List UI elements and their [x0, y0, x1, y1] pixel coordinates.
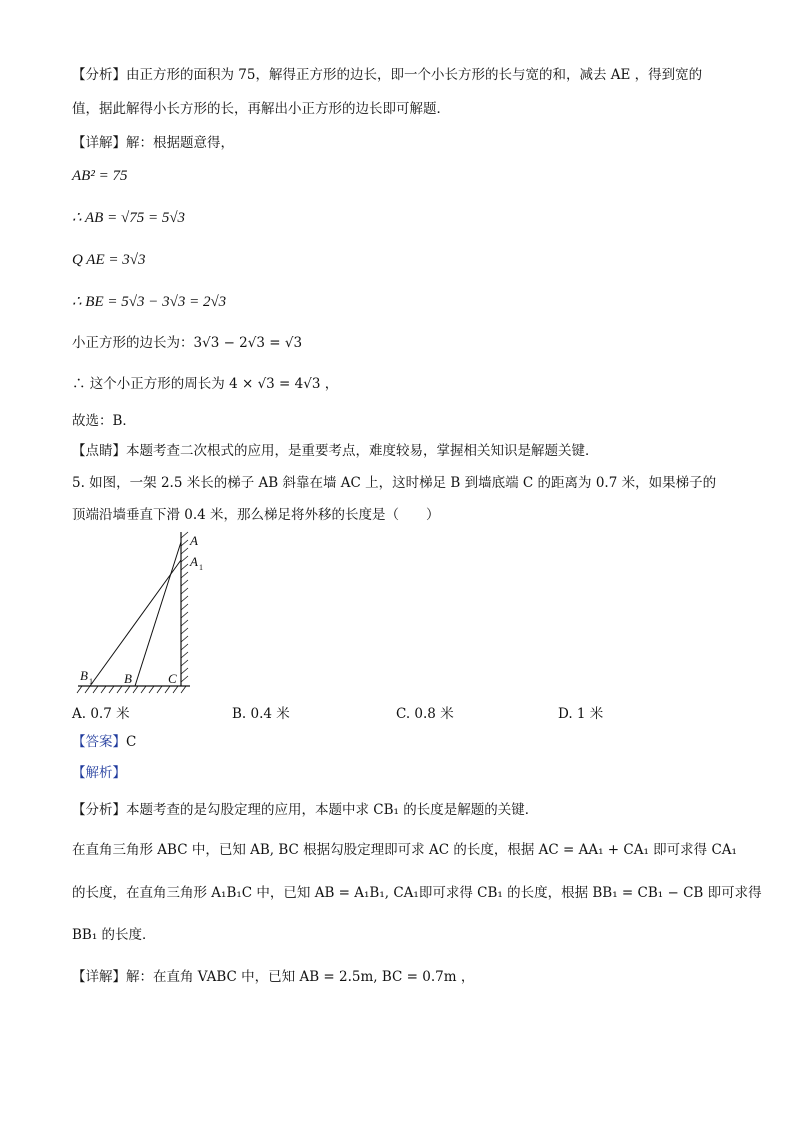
choice-line: 故选：B．	[72, 413, 136, 429]
option-b: B. 0.4 米	[232, 706, 290, 722]
label-c: C	[168, 671, 177, 686]
option-d: D. 1 米	[558, 706, 604, 722]
label-b1: B	[80, 668, 88, 683]
question-5-line-2: 顶端沿墙垂直下滑 0.4 米，那么梯足将外移的长度是（ ）	[72, 507, 440, 523]
small-square-side: 小正方形的边长为：3√3 − 2√3 = √3	[72, 335, 303, 351]
option-a: A. 0.7 米	[72, 706, 130, 722]
wall-hatching	[181, 532, 188, 682]
jiexi-tag: 【解析】	[72, 765, 126, 781]
analysis-2-line-4: BB₁ 的长度．	[72, 927, 156, 943]
label-b1-sub: 1	[89, 677, 93, 686]
equation-ae-value: Q AE = 3√3	[72, 252, 146, 268]
label-a1-sub: 1	[199, 563, 203, 572]
small-square-perimeter: ∴ 这个小正方形的周长为 4 × √3 = 4√3 ，	[72, 376, 339, 392]
equation-ab-value: ∴ AB = √75 = 5√3	[72, 210, 186, 226]
equation-be-value: ∴ BE = 5√3 − 3√3 = 2√3	[72, 294, 227, 310]
comment-line: 【点睛】本题考查二次根式的应用，是重要考点，难度较易，掌握相关知识是解题关键．	[72, 443, 599, 459]
option-c: C. 0.8 米	[396, 706, 454, 722]
analysis-1-line-2: 值，据此解得小长方形的长，再解出小正方形的边长即可解题．	[72, 101, 450, 117]
detail-2-line-1: 【详解】解：在直角 VABC 中，已知 AB = 2.5m, BC = 0.7m ，	[72, 969, 475, 985]
label-a: A	[190, 533, 198, 548]
analysis-2-line-1: 【分析】本题考查的是勾股定理的应用，本题中求 CB₁ 的长度是解题的关键．	[72, 802, 539, 818]
ladder-figure	[60, 528, 260, 698]
answer-value: C	[126, 734, 137, 750]
label-b: B	[124, 671, 132, 686]
analysis-2-line-3: 的长度，在直角三角形 A₁B₁C 中，已知 AB = A₁B₁, CA₁即可求得 CB₁ 的长度，根据 BB₁ = CB₁ − CB 即可求得	[72, 885, 762, 901]
answer-tag: 【答案】	[72, 734, 126, 750]
ladder-a1b1	[90, 560, 181, 686]
equation-ab-squared: AB² = 75	[72, 168, 128, 184]
analysis-2-line-2: 在直角三角形 ABC 中，已知 AB, BC 根据勾股定理即可求 AC 的长度，根据 AC = AA₁ + CA₁ 即可求得 CA₁	[72, 842, 737, 858]
answer-line	[72, 732, 136, 752]
label-a1: A	[190, 554, 198, 569]
question-5-line-1: 5. 如图，一架 2.5 米长的梯子 AB 斜靠在墙 AC 上，这时梯足 B 到墙底端 C 的距离为 0.7 米，如果梯子的	[72, 475, 717, 491]
analysis-1-line-1: 【分析】由正方形的面积为 75，解得正方形的边长，即一个小长方形的长与宽的和，减去 AE ，得到宽的	[72, 67, 703, 83]
detail-1-intro: 【详解】解：根据题意得，	[72, 135, 234, 151]
ground-hatching	[77, 686, 186, 693]
